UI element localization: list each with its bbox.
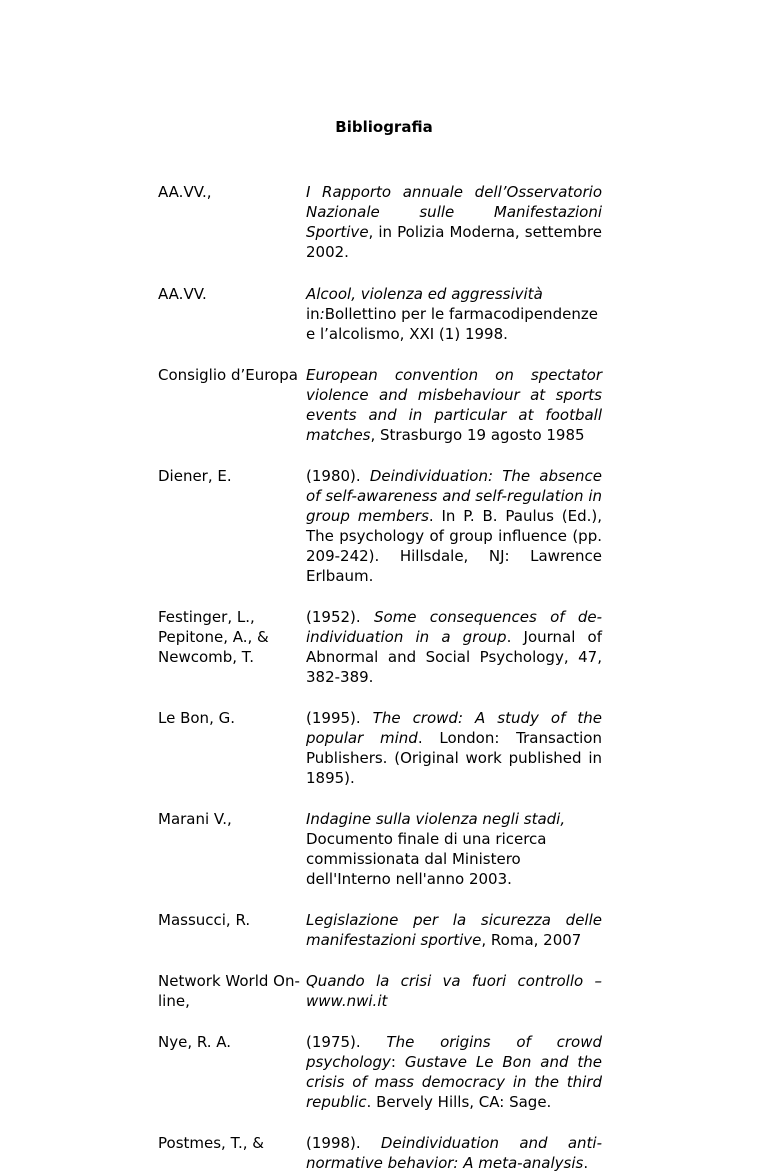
bibliography-entry xyxy=(158,365,602,445)
entry-subtitle: Gustave Le Bon and the crisis of mass democracy in the third republic xyxy=(306,1053,603,1111)
entry-title: I Rapporto annuale dell’Osservatorio Nazionale sulle Manifestazioni Sportive xyxy=(306,183,602,241)
entry-title: Deindividuation and anti-normative behavior: A meta-analysis xyxy=(306,1134,602,1172)
entry-reference xyxy=(306,1133,602,1173)
bibliography-entry xyxy=(158,284,602,344)
entry-details: . London: Transaction Publishers. (Original work published in 1895). xyxy=(306,729,602,787)
entry-author: Le Bon, G. xyxy=(158,709,235,727)
entry-title: Some consequences of de-individuation in a group xyxy=(306,608,602,646)
page-title: Bibliografia xyxy=(335,118,433,136)
entry-details: , Strasburgo 19 agosto 1985 xyxy=(370,426,585,444)
entry-details: , in Polizia Moderna, settembre 2002. xyxy=(306,223,602,261)
entry-details: Bollettino per le farmacodipendenze e l’alcolismo, XXI (1) 1998. xyxy=(306,305,598,343)
entry-reference xyxy=(306,1032,602,1112)
entry-title: Indagine sulla violenza negli stadi, xyxy=(306,810,566,828)
entry-author: Massucci, R. xyxy=(158,911,251,929)
entry-details: , Roma, 2007 xyxy=(481,931,582,949)
entry-reference xyxy=(306,365,602,445)
bibliography-entry xyxy=(158,910,602,950)
entry-details: Documento finale di una ricerca commissionata dal Ministero dell'Interno nell'anno 2003. xyxy=(306,830,547,888)
entry-details: . Journal of Abnormal and Social Psychology, 47, 382-389. xyxy=(306,628,603,686)
bibliography-list xyxy=(158,182,602,1173)
bibliography-entry xyxy=(158,182,602,262)
entry-title: European convention on spectator violence and misbehaviour at sports events and in particular at football matches xyxy=(306,366,602,444)
entry-details-colon: : xyxy=(319,305,325,323)
entry-author: Network World On-line, xyxy=(158,972,300,1010)
entry-title: Alcool, violenza ed aggressività xyxy=(306,285,543,303)
entry-author: AA.VV. xyxy=(158,285,207,303)
entry-year: (1995). xyxy=(306,709,373,727)
entry-reference xyxy=(306,182,602,262)
entry-author: Marani V., xyxy=(158,810,232,828)
bibliography-entry xyxy=(158,708,602,788)
entry-author: Postmes, T., & xyxy=(158,1134,264,1152)
entry-year: (1980). xyxy=(306,467,370,485)
bibliography-entry xyxy=(158,809,602,889)
entry-author: AA.VV., xyxy=(158,183,212,201)
entry-reference xyxy=(306,466,602,586)
entry-reference xyxy=(306,607,602,687)
bibliography-entry xyxy=(158,607,602,687)
entry-year: (1975). xyxy=(306,1033,387,1051)
entry-reference xyxy=(306,708,602,788)
entry-details-prefix: in xyxy=(306,305,320,323)
entry-title: Deindividuation: The absence of self-awareness and self-regulation in group members xyxy=(306,467,602,525)
entry-reference xyxy=(306,910,602,950)
entry-year: (1952). xyxy=(306,608,374,626)
entry-author: Nye, R. A. xyxy=(158,1033,232,1051)
entry-year: (1998). xyxy=(306,1134,381,1152)
entry-details: . xyxy=(583,1154,589,1172)
entry-reference xyxy=(306,971,602,1011)
bibliography-entry xyxy=(158,1133,602,1173)
bibliography-entry xyxy=(158,1032,602,1112)
entry-details: . Bervely Hills, CA: Sage. xyxy=(366,1093,552,1111)
entry-title: The crowd: A study of the popular mind xyxy=(306,709,602,747)
entry-title: Quando la crisi va fuori controllo – www.nwi.it xyxy=(306,972,602,1010)
entry-title: The origins of crowd psychology xyxy=(306,1033,602,1071)
entry-details: . In P. B. Paulus (Ed.), The psychology of group influence (pp. 209-242). Hillsdale, NJ: Lawrence Erlbaum. xyxy=(306,507,602,585)
entry-title: Legislazione per la sicurezza delle manifestazioni sportive xyxy=(306,911,602,949)
entry-author: Festinger, L., Pepitone, A., & Newcomb, T. xyxy=(158,608,269,666)
entry-separator: : xyxy=(390,1053,405,1071)
entry-reference xyxy=(306,284,602,344)
entry-author: Diener, E. xyxy=(158,467,232,485)
bibliography-entry xyxy=(158,971,602,1011)
entry-author: Consiglio d’Europa xyxy=(158,366,298,384)
entry-reference xyxy=(306,809,602,889)
bibliography-entry xyxy=(158,466,602,586)
